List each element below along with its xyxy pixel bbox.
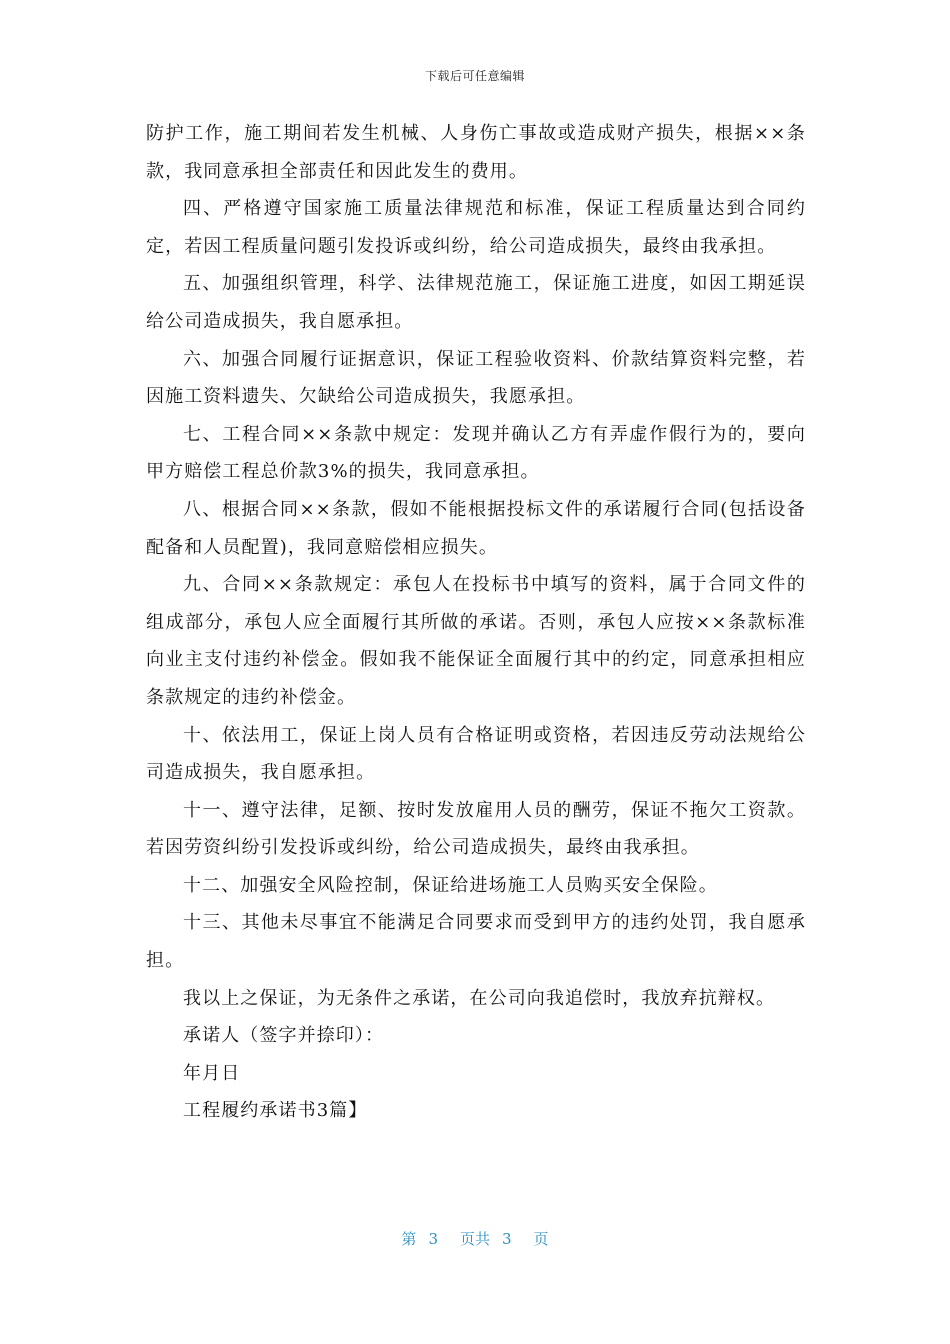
page-label: 第 xyxy=(401,1230,417,1248)
paragraph-item-13: 十三、其他未尽事宜不能满足合同要求而受到甲方的违约处罚，我自愿承担。 xyxy=(146,912,806,972)
paragraph-item-4: 四、严格遵守国家施工质量法律规范和标准，保证工程质量达到合同约定，若因工程质量问题引发投诉或纠纷，给公司造成损失，最终由我承担。 xyxy=(146,198,806,257)
page-suffix: 页 xyxy=(533,1230,549,1248)
paragraph-item-6: 六、加强合同履行证据意识，保证工程验收资料、价款结算资料完整，若因施工资料遗失、欠缺给公司造成损失，我愿承担。 xyxy=(146,348,806,408)
document-body xyxy=(146,115,806,1130)
paragraph-item-7: 七、工程合同××条款中规定：发现并确认乙方有弄虚作假行为的，要向甲方赔偿工程总价款3%的损失，我同意承担。 xyxy=(146,423,806,483)
of-label: 页共 xyxy=(459,1230,490,1248)
paragraph-continuation: 防护工作，施工期间若发生机械、人身伤亡事故或造成财产损失，根据××条款，我同意承担全部责任和因此发生的费用。 xyxy=(146,123,806,182)
paragraph-item-9: 九、合同××条款规定：承包人在投标书中填写的资料，属于合同文件的组成部分，承包人应全面履行其所做的承诺。否则，承包人应按××条款标准向业主支付违约补偿金。假如我不能保证全面履行其中的约定，同意承担相应条款规定的违约补偿金。 xyxy=(146,574,806,708)
paragraph-item-8: 八、根据合同××条款，假如不能根据投标文件的承诺履行合同(包括设备配备和人员配置)，我同意赔偿相应损失。 xyxy=(146,498,806,558)
current-page-number: 3 xyxy=(428,1230,438,1248)
date-line: 年月日 xyxy=(183,1062,241,1084)
guarantee-statement: 我以上之保证，为无条件之承诺，在公司向我追偿时，我放弃抗辩权。 xyxy=(183,987,776,1009)
paragraph-item-12: 十二、加强安全风险控制，保证给进场施工人员购买安全保险。 xyxy=(183,874,718,896)
section-title: 工程履约承诺书3篇】 xyxy=(183,1100,368,1122)
page-footer xyxy=(0,1228,950,1249)
paragraph-item-11: 十一、遵守法律，足额、按时发放雇用人员的酬劳，保证不拖欠工资款。若因劳资纠纷引发投诉或纠纷，给公司造成损失，最终由我承担。 xyxy=(146,799,806,859)
paragraph-item-5: 五、加强组织管理，科学、法律规范施工，保证施工进度，如因工期延误给公司造成损失，我自愿承担。 xyxy=(146,273,806,332)
page-header: 下载后可任意编辑 xyxy=(424,69,525,83)
signature-line: 承诺人（签字并捺印）： xyxy=(183,1025,385,1047)
total-pages-number: 3 xyxy=(502,1230,512,1248)
paragraph-item-10: 十、依法用工，保证上岗人员有合格证明或资格，若因违反劳动法规给公司造成损失，我自愿承担。 xyxy=(146,724,806,784)
